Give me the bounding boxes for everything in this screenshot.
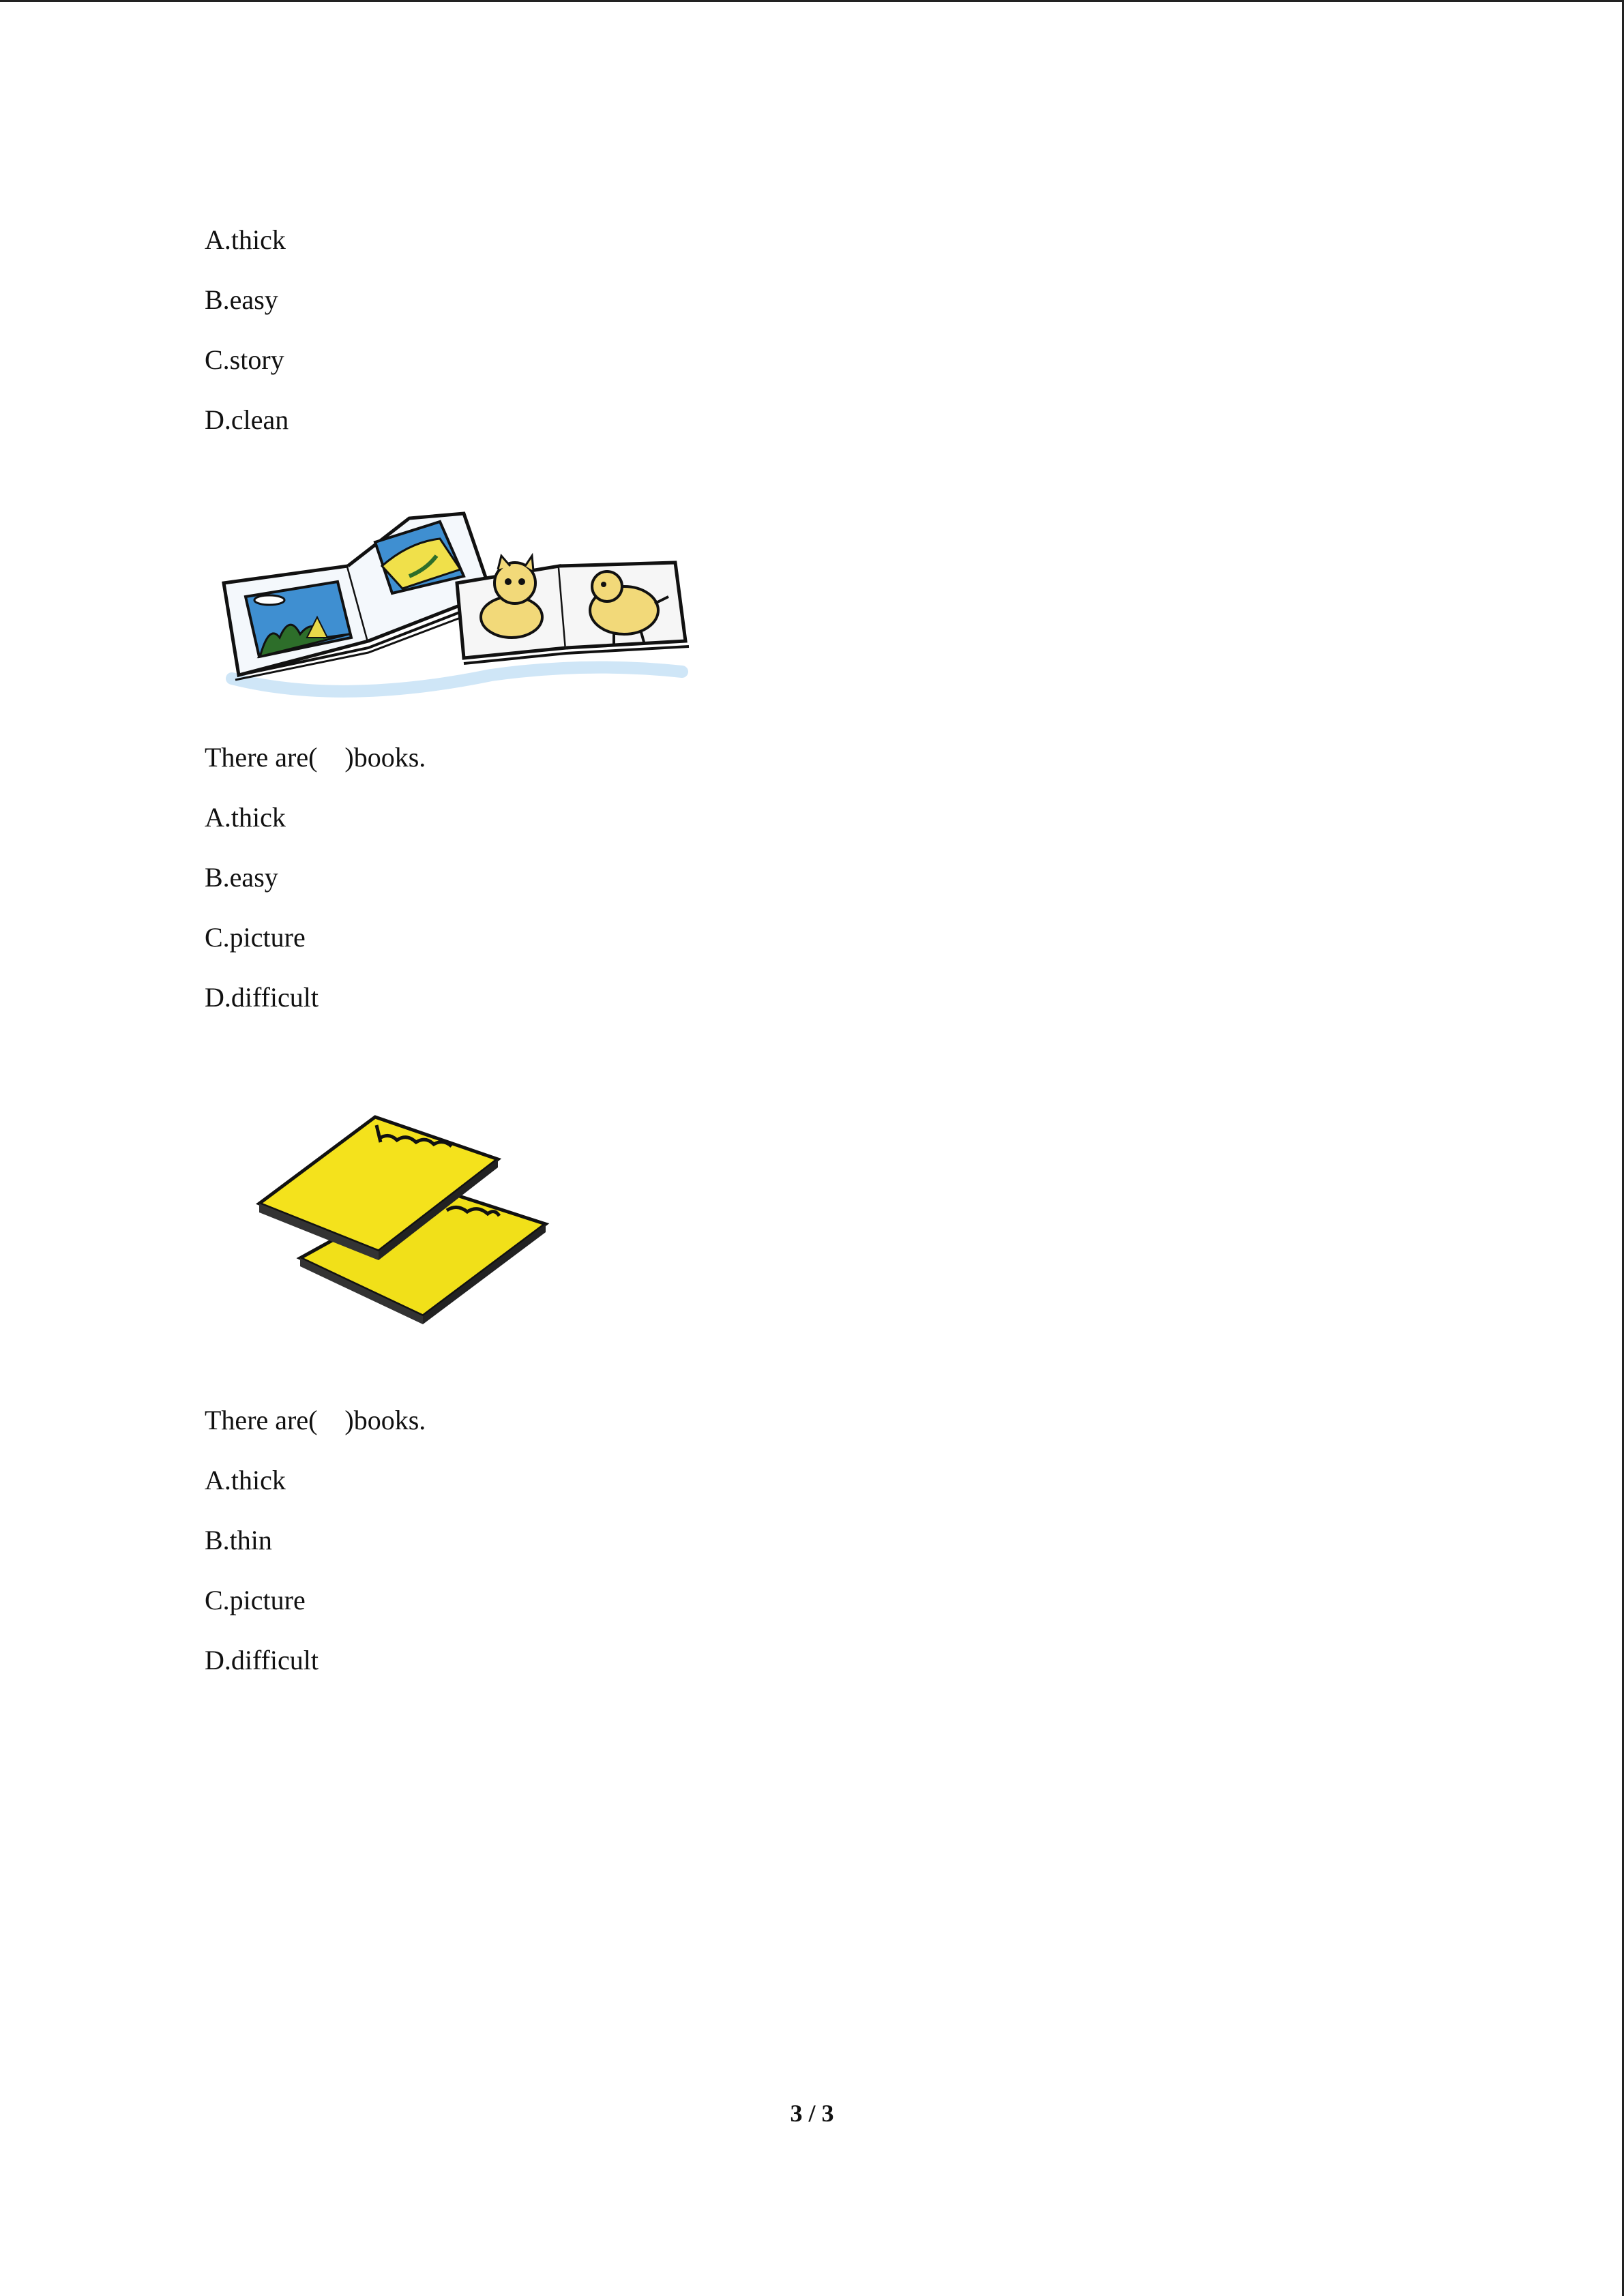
q3-option-a: A.thick xyxy=(205,1465,286,1495)
q1-option-d: D.clean xyxy=(205,404,289,435)
page-number: 3 / 3 xyxy=(790,2100,834,2127)
q3-option-c: C.picture xyxy=(205,1585,306,1615)
page-border-top xyxy=(0,0,1624,2)
q1-option-b: B.easy xyxy=(205,284,278,315)
q2-stem: There are( )books. xyxy=(205,742,426,773)
q2-option-d: D.difficult xyxy=(205,982,319,1013)
q2-option-a: A.thick xyxy=(205,802,286,833)
q1-option-c: C.story xyxy=(205,344,284,375)
q1-option-a: A.thick xyxy=(205,224,286,255)
q3-option-d: D.difficult xyxy=(205,1645,319,1675)
open-picture-books-illustration xyxy=(205,501,703,713)
yellow-thin-books-illustration xyxy=(205,1077,580,1364)
q3-stem: There are( )books. xyxy=(205,1405,426,1435)
q2-option-c: C.picture xyxy=(205,922,306,953)
q3-option-b: B.thin xyxy=(205,1525,272,1555)
q2-option-b: B.easy xyxy=(205,862,278,893)
